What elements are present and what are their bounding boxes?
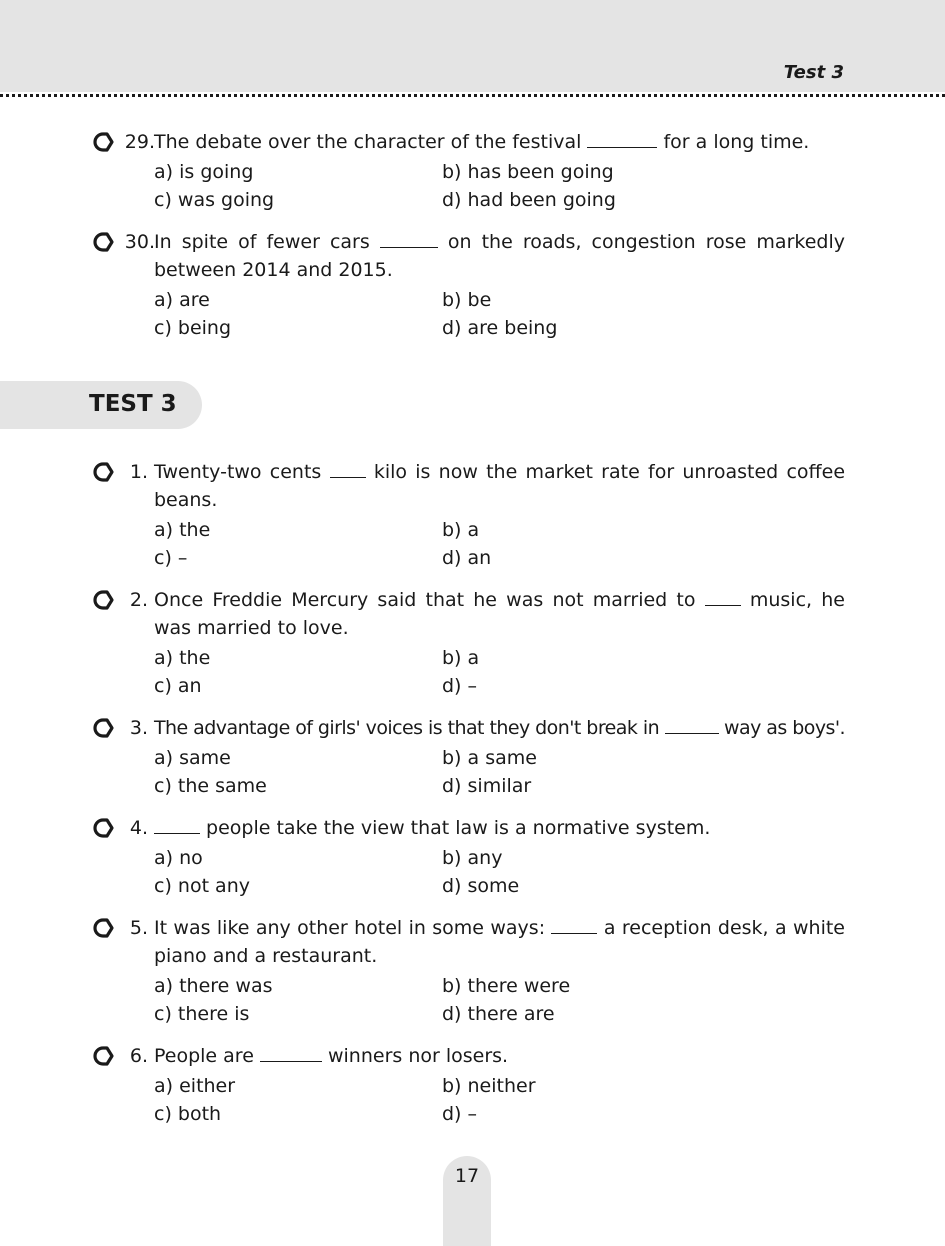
option-b: b) any [442,847,503,869]
question-number: 5. [129,917,148,939]
option-d: d) – [442,1103,478,1125]
question-number: 29. [124,131,155,153]
option-a: a) the [154,519,211,541]
option-a: a) either [154,1075,236,1097]
option-c: c) was going [154,189,275,211]
question-number: 6. [129,1045,148,1067]
answer-blank [705,587,741,606]
option-a: a) are [154,289,210,311]
option-b: b) be [442,289,492,311]
question-text: Once Freddie Mercury said that he was not married to music, he was married to love. [154,589,845,639]
option-a: a) there was [154,975,273,997]
option-b: b) has been going [442,161,614,183]
option-b: b) a [442,647,480,669]
question-text: In spite of fewer cars on the roads, congestion rose markedly between 2014 and 2015. [154,231,845,281]
question-text: people take the view that law is a normative system. [154,814,845,842]
answer-blank [330,459,366,478]
option-c: c) not any [154,875,250,897]
answer-blank [665,715,719,734]
option-b: b) a [442,519,480,541]
option-d: d) an [442,547,492,569]
question-text: It was like any other hotel in some ways: a reception desk, a white piano and a restaurant. [154,917,845,967]
option-b: b) neither [442,1075,536,1097]
option-c: c) there is [154,1003,250,1025]
option-b: b) there were [442,975,571,997]
answer-blank [260,1043,322,1062]
section-title: TEST 3 [89,391,177,417]
question-text: The debate over the character of the festival for a long time. [154,131,810,153]
option-a: a) is going [154,161,254,183]
option-c: c) the same [154,775,267,797]
option-a: a) no [154,847,203,869]
question-number: 2. [129,589,148,611]
question-text: Twenty-two cents kilo is now the market rate for unroasted coffee beans. [154,461,846,511]
option-d: d) are being [442,317,558,339]
option-c: c) – [154,547,188,569]
option-d: d) some [442,875,520,897]
option-c: c) being [154,317,232,339]
answer-blank [551,915,597,934]
question-number: 1. [129,461,148,483]
question-number: 4. [129,817,148,839]
answer-blank [154,815,200,834]
option-a: a) same [154,747,231,769]
option-d: d) had been going [442,189,616,211]
answer-blank [380,229,438,248]
page-number: 17 [454,1165,480,1187]
option-a: a) the [154,647,211,669]
answer-blank [587,129,657,148]
question-text: The advantage of girls' voices is that they don't break in way as boys'. [154,717,846,739]
running-header-title: Test 3 [783,62,844,83]
option-d: d) similar [442,775,532,797]
question-text: People are winners nor losers. [154,1045,509,1067]
option-d: d) – [442,675,478,697]
option-c: c) an [154,675,202,697]
option-c: c) both [154,1103,222,1125]
option-d: d) there are [442,1003,555,1025]
dotted-divider [0,94,945,97]
question-number: 3. [129,717,148,739]
option-b: b) a same [442,747,537,769]
question-number: 30. [124,231,155,253]
